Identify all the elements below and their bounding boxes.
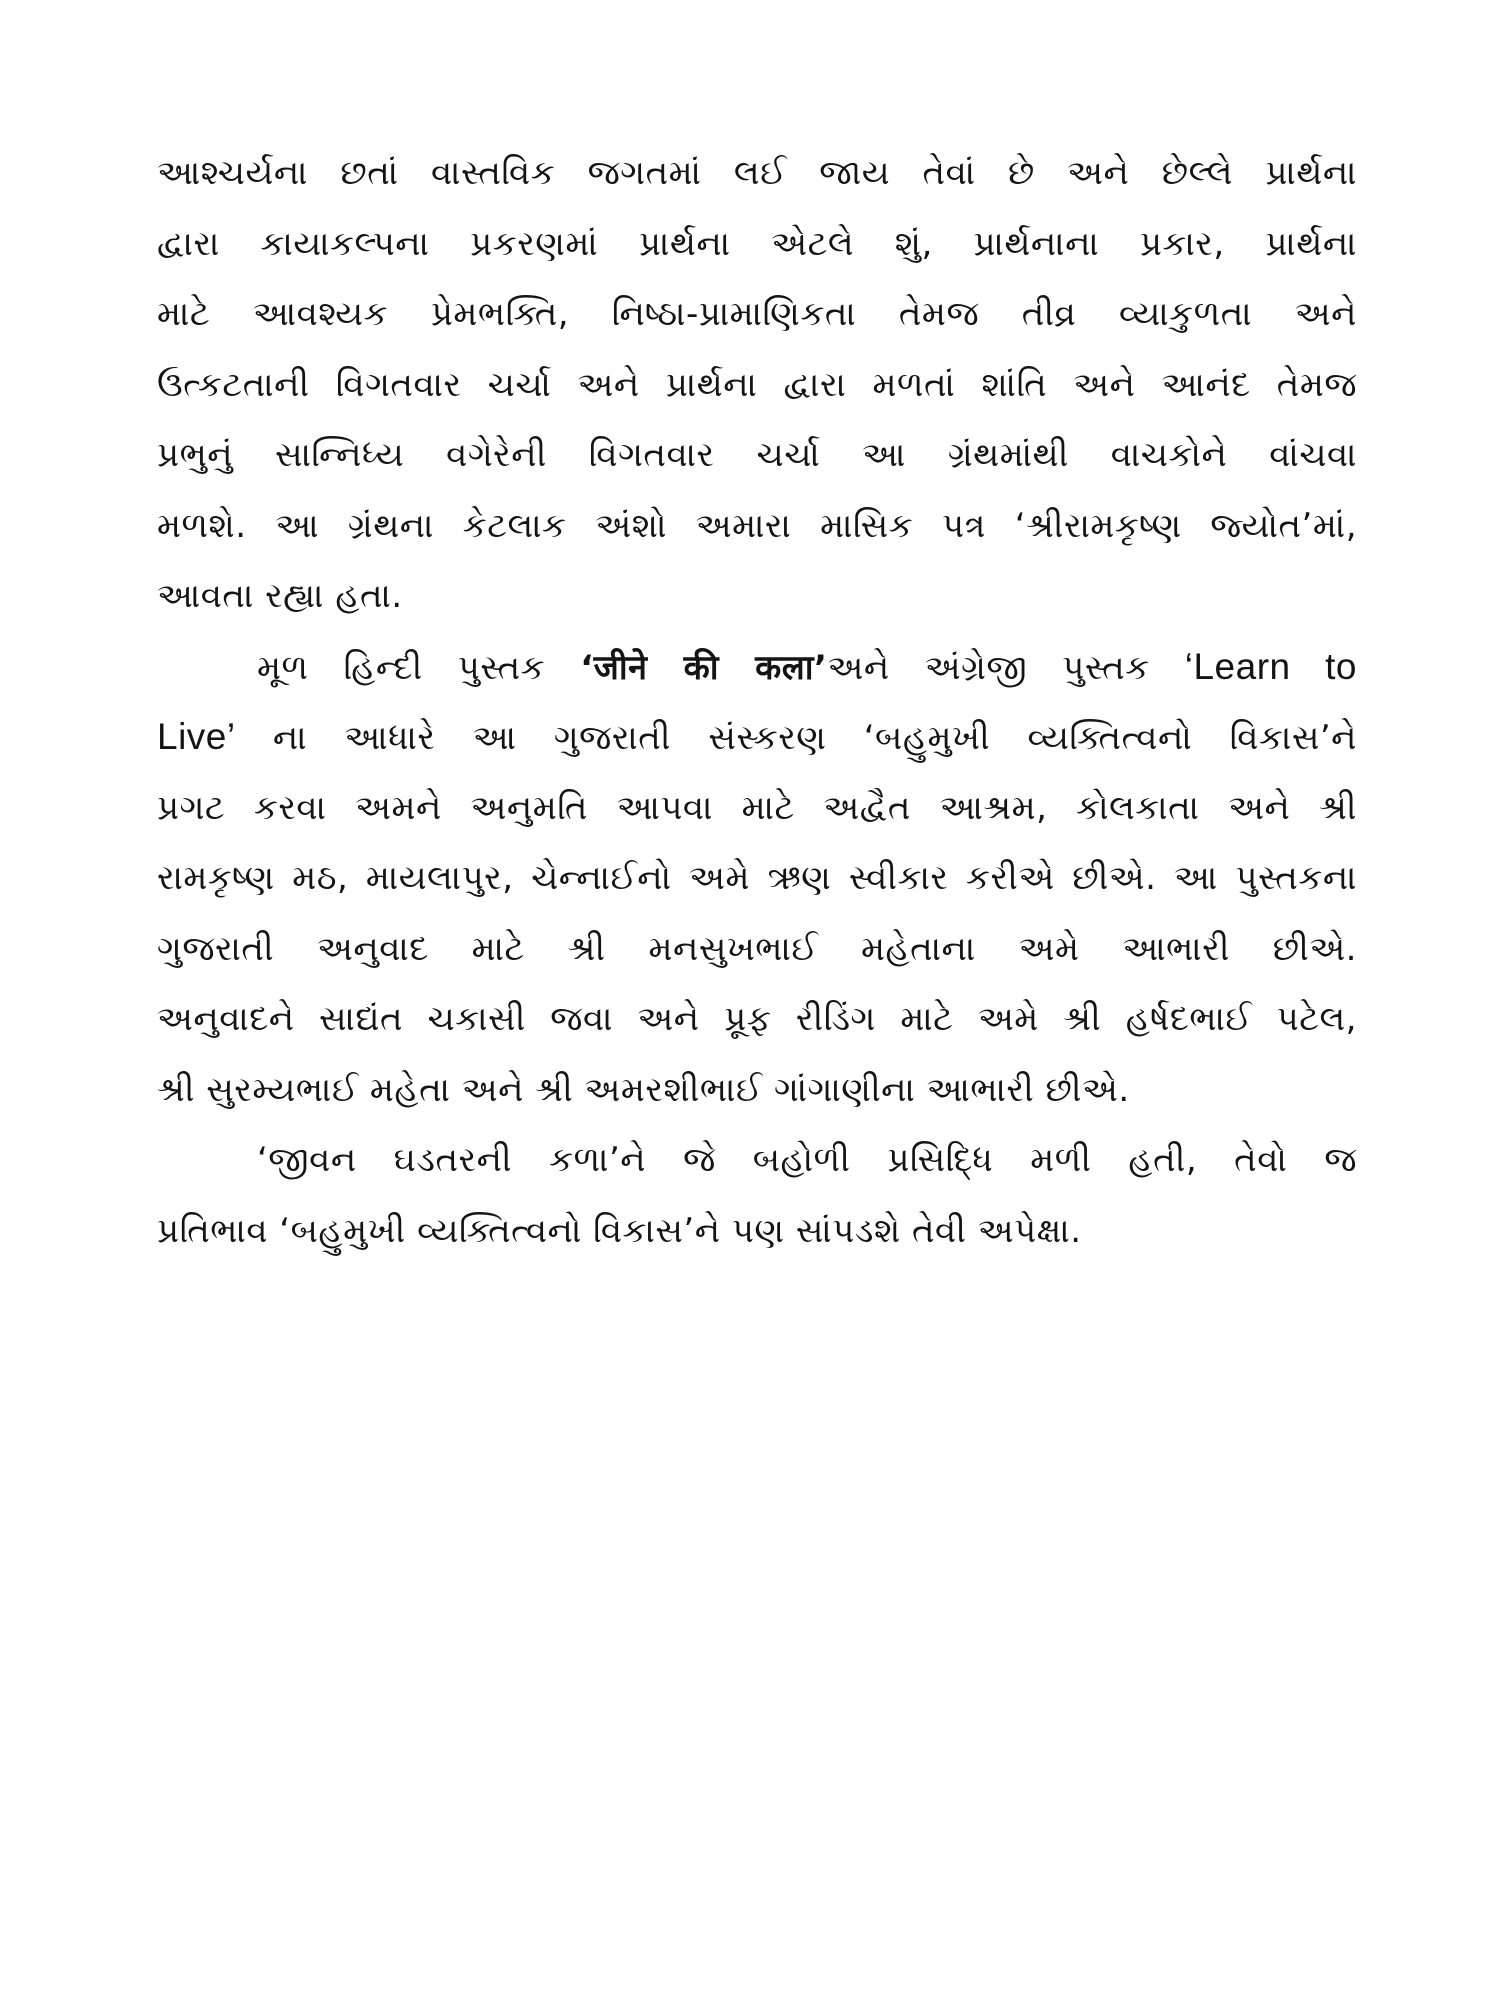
paragraph-3 bbox=[157, 1125, 1357, 1266]
text-segment: અને અંગ્રેજી પુસ્તક bbox=[827, 647, 1185, 688]
hindi-title: ‘जीने की कला’ bbox=[580, 647, 828, 688]
text-line: દ્વારા કાયાકલ્પના પ્રકરણમાં પ્રાર્થના એટલે શું, પ્રાર્થનાના પ્રકાર, પ્રાર્થના bbox=[157, 223, 1357, 264]
text-line: માટે આવશ્યક પ્રેમભક્તિ, નિષ્ઠા-પ્રામાણિકતા તેમજ તીવ્ર વ્યાકુળતા અને bbox=[157, 294, 1357, 334]
body-text bbox=[157, 138, 1357, 1266]
text-segment: મૂળ હિન્દી પુસ્તક bbox=[257, 647, 581, 688]
paragraph-2 bbox=[157, 632, 1357, 1126]
text-line: આશ્ચર્યના છતાં વાસ્તવિક જગતમાં લઈ જાય તેવાં છે અને છેલ્લે પ્રાર્થના bbox=[157, 153, 1357, 193]
text-line: ગુજરાતી અનુવાદ માટે શ્રી મનસુખભાઈ મહેતાના અમે આભારી છીએ. bbox=[157, 928, 1357, 969]
text-line: અનુવાદને સાદ્યંત ચકાસી જવા અને પ્રૂફ રીડિંગ માટે અમે શ્રી હર્ષદભાઈ પટેલ, bbox=[157, 999, 1357, 1039]
text-line: શ્રી સુરમ્યભાઈ મહેતા અને શ્રી અમરશીભાઈ ગાંગાણીના આભારી છીએ. bbox=[157, 1069, 1130, 1110]
text-line: રામકૃષ્ણ મઠ, માયલાપુર, ચેન્નાઈનો અમે ઋણ સ્વીકાર કરીએ છીએ. આ પુસ્તકના bbox=[157, 858, 1357, 898]
text-line: આવતા રહ્યા હતા. bbox=[157, 576, 403, 616]
english-title: ‘Learn to bbox=[1184, 645, 1357, 687]
english-title: Live’ bbox=[157, 716, 236, 757]
text-line: પ્રગટ કરવા અમને અનુમતિ આપવા માટે અદ્વૈત આશ્રમ, કોલકાતા અને શ્રી bbox=[157, 787, 1357, 828]
text-segment: ના આધારે આ ગુજરાતી સંસ્કરણ ‘બહુમુખી વ્યક્તિત્વનો વિકાસ’ને bbox=[235, 718, 1357, 758]
text-line bbox=[157, 632, 1357, 703]
text-line: ઉત્કટતાની વિગતવાર ચર્ચા અને પ્રાર્થના દ્વારા મળતાં શાંતિ અને આનંદ તેમજ bbox=[157, 364, 1357, 405]
text-line: પ્રતિભાવ ‘બહુમુખી વ્યક્તિત્વનો વિકાસ’ને પણ સાંપડશે તેવી અપેક્ષા. bbox=[157, 1210, 1082, 1251]
text-line: મળશે. આ ગ્રંથના કેટલાક અંશો અમારા માસિક પત્ર ‘શ્રીરામકૃષ્ણ જ્યોત’માં, bbox=[157, 505, 1357, 546]
text-line: ‘જીવન ઘડતરની કળા’ને જે બહોળી પ્રસિદ્ધિ મળી હતી, તેવો જ bbox=[257, 1140, 1357, 1180]
paragraph-1 bbox=[157, 138, 1357, 632]
text-line bbox=[157, 702, 1357, 773]
text-line: પ્રભુનું સાન્નિધ્ય વગેરેની વિગતવાર ચર્ચા આ ગ્રંથમાંથી વાચકોને વાંચવા bbox=[157, 435, 1357, 475]
